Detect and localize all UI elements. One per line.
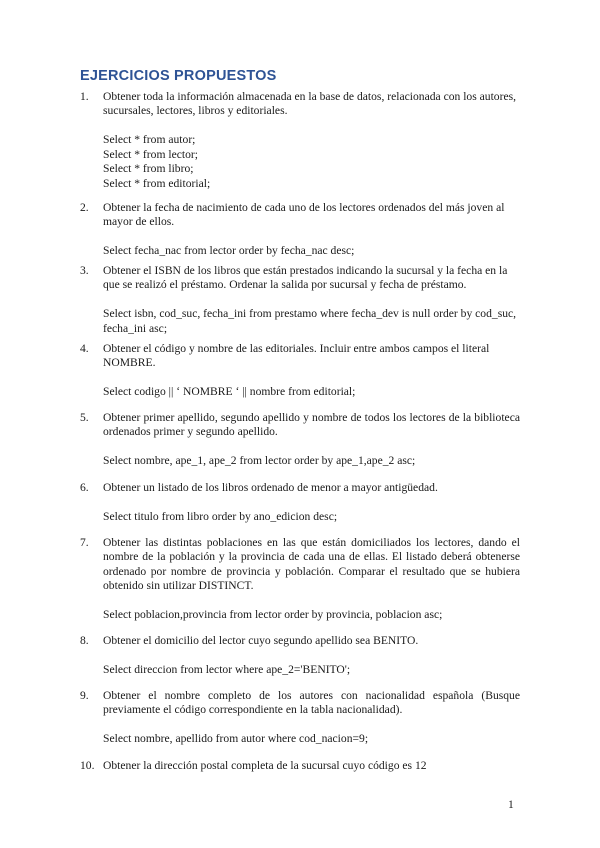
page-title: EJERCICIOS PROPUESTOS bbox=[80, 68, 277, 84]
sql-line: Select nombre, apellido from autor where cod_nacion=9; bbox=[103, 732, 369, 746]
exercise-question: Obtener el nombre completo de los autores con nacionalidad española (Busque previamente el código correspondiente en la tabla nacionalidad). bbox=[103, 689, 520, 717]
exercise-3 bbox=[80, 264, 520, 336]
exercise-number: 10. bbox=[80, 759, 95, 772]
sql-line: Select direccion from lector where ape_2='BENITO'; bbox=[103, 662, 351, 676]
exercise-2 bbox=[80, 201, 520, 259]
sql-line: Select poblacion,provincia from lector order by provincia, poblacion asc; bbox=[103, 608, 443, 622]
exercise-number: 3. bbox=[80, 264, 89, 277]
sql-answer bbox=[103, 510, 520, 524]
exercise-question: Obtener la fecha de nacimiento de cada uno de los lectores ordenados del más joven al mayor de ellos. bbox=[103, 201, 505, 229]
exercise-7 bbox=[80, 536, 520, 623]
exercise-6 bbox=[80, 481, 520, 524]
sql-answer bbox=[103, 608, 520, 622]
exercise-number: 4. bbox=[80, 342, 89, 355]
exercise-number: 9. bbox=[80, 689, 89, 702]
exercise-number: 8. bbox=[80, 634, 89, 647]
exercise-number: 1. bbox=[80, 90, 89, 103]
sql-answer bbox=[103, 385, 520, 399]
page-number: 1 bbox=[508, 798, 514, 811]
sql-answer bbox=[103, 244, 520, 258]
sql-line: Select isbn, cod_suc, fecha_ini from prestamo where fecha_dev is null order by cod_suc, fecha_ini asc; bbox=[103, 307, 517, 335]
exercise-question: Obtener toda la información almacenada en la base de datos, relacionada con los autores, sucursales, lectores, libros y editoriales. bbox=[103, 90, 517, 118]
exercise-question: Obtener el código y nombre de las editoriales. Incluir entre ambos campos el literal NOMBRE. bbox=[103, 342, 490, 370]
sql-line: Select titulo from libro order by ano_edicion desc; bbox=[103, 509, 338, 523]
exercise-question: Obtener las distintas poblaciones en las que están domiciliados los lectores, dando el nombre de la población y la provincia de cada una de ellas. El listado deberá obtenerse ordenado por nombre de provincia y población. Comparar el resultado que se hubiera obtenido sin utilizar DISTINCT. bbox=[103, 536, 520, 593]
sql-answer bbox=[103, 732, 520, 746]
sql-line: Select nombre, ape_1, ape_2 from lector order by ape_1,ape_2 asc; bbox=[103, 454, 416, 468]
sql-line: Select * from lector; bbox=[103, 147, 198, 161]
exercise-number: 7. bbox=[80, 536, 89, 549]
sql-answer bbox=[103, 663, 520, 677]
exercise-number: 5. bbox=[80, 411, 89, 424]
sql-line: Select * from editorial; bbox=[103, 176, 211, 190]
exercise-question: Obtener el domicilio del lector cuyo segundo apellido sea BENITO. bbox=[103, 634, 419, 647]
sql-line: Select codigo || ‘ NOMBRE ‘ || nombre from editorial; bbox=[103, 385, 356, 399]
exercise-5 bbox=[80, 411, 520, 469]
exercise-question: Obtener un listado de los libros ordenado de menor a mayor antigüedad. bbox=[103, 481, 438, 494]
exercise-10 bbox=[80, 759, 520, 773]
sql-answer bbox=[103, 454, 520, 468]
sql-line: Select * from libro; bbox=[103, 162, 194, 176]
exercise-4 bbox=[80, 342, 520, 400]
sql-line: Select * from autor; bbox=[103, 133, 196, 147]
exercise-1 bbox=[80, 90, 520, 191]
sql-line: Select fecha_nac from lector order by fecha_nac desc; bbox=[103, 244, 355, 258]
exercise-number: 6. bbox=[80, 481, 89, 494]
exercise-question: Obtener el ISBN de los libros que están prestados indicando la sucursal y la fecha en la que se realizó el préstamo. Ordenar la salida por sucursal y fecha de préstamo. bbox=[103, 264, 508, 292]
exercise-question: Obtener primer apellido, segundo apellido y nombre de todos los lectores de la biblioteca ordenados primer y segundo apellido. bbox=[103, 411, 520, 439]
sql-answer bbox=[103, 133, 520, 191]
exercise-8 bbox=[80, 634, 520, 677]
exercise-number: 2. bbox=[80, 201, 89, 214]
exercise-9 bbox=[80, 689, 520, 747]
sql-answer bbox=[103, 307, 520, 336]
exercise-question: Obtener la dirección postal completa de la sucursal cuyo código es 12 bbox=[103, 759, 427, 772]
